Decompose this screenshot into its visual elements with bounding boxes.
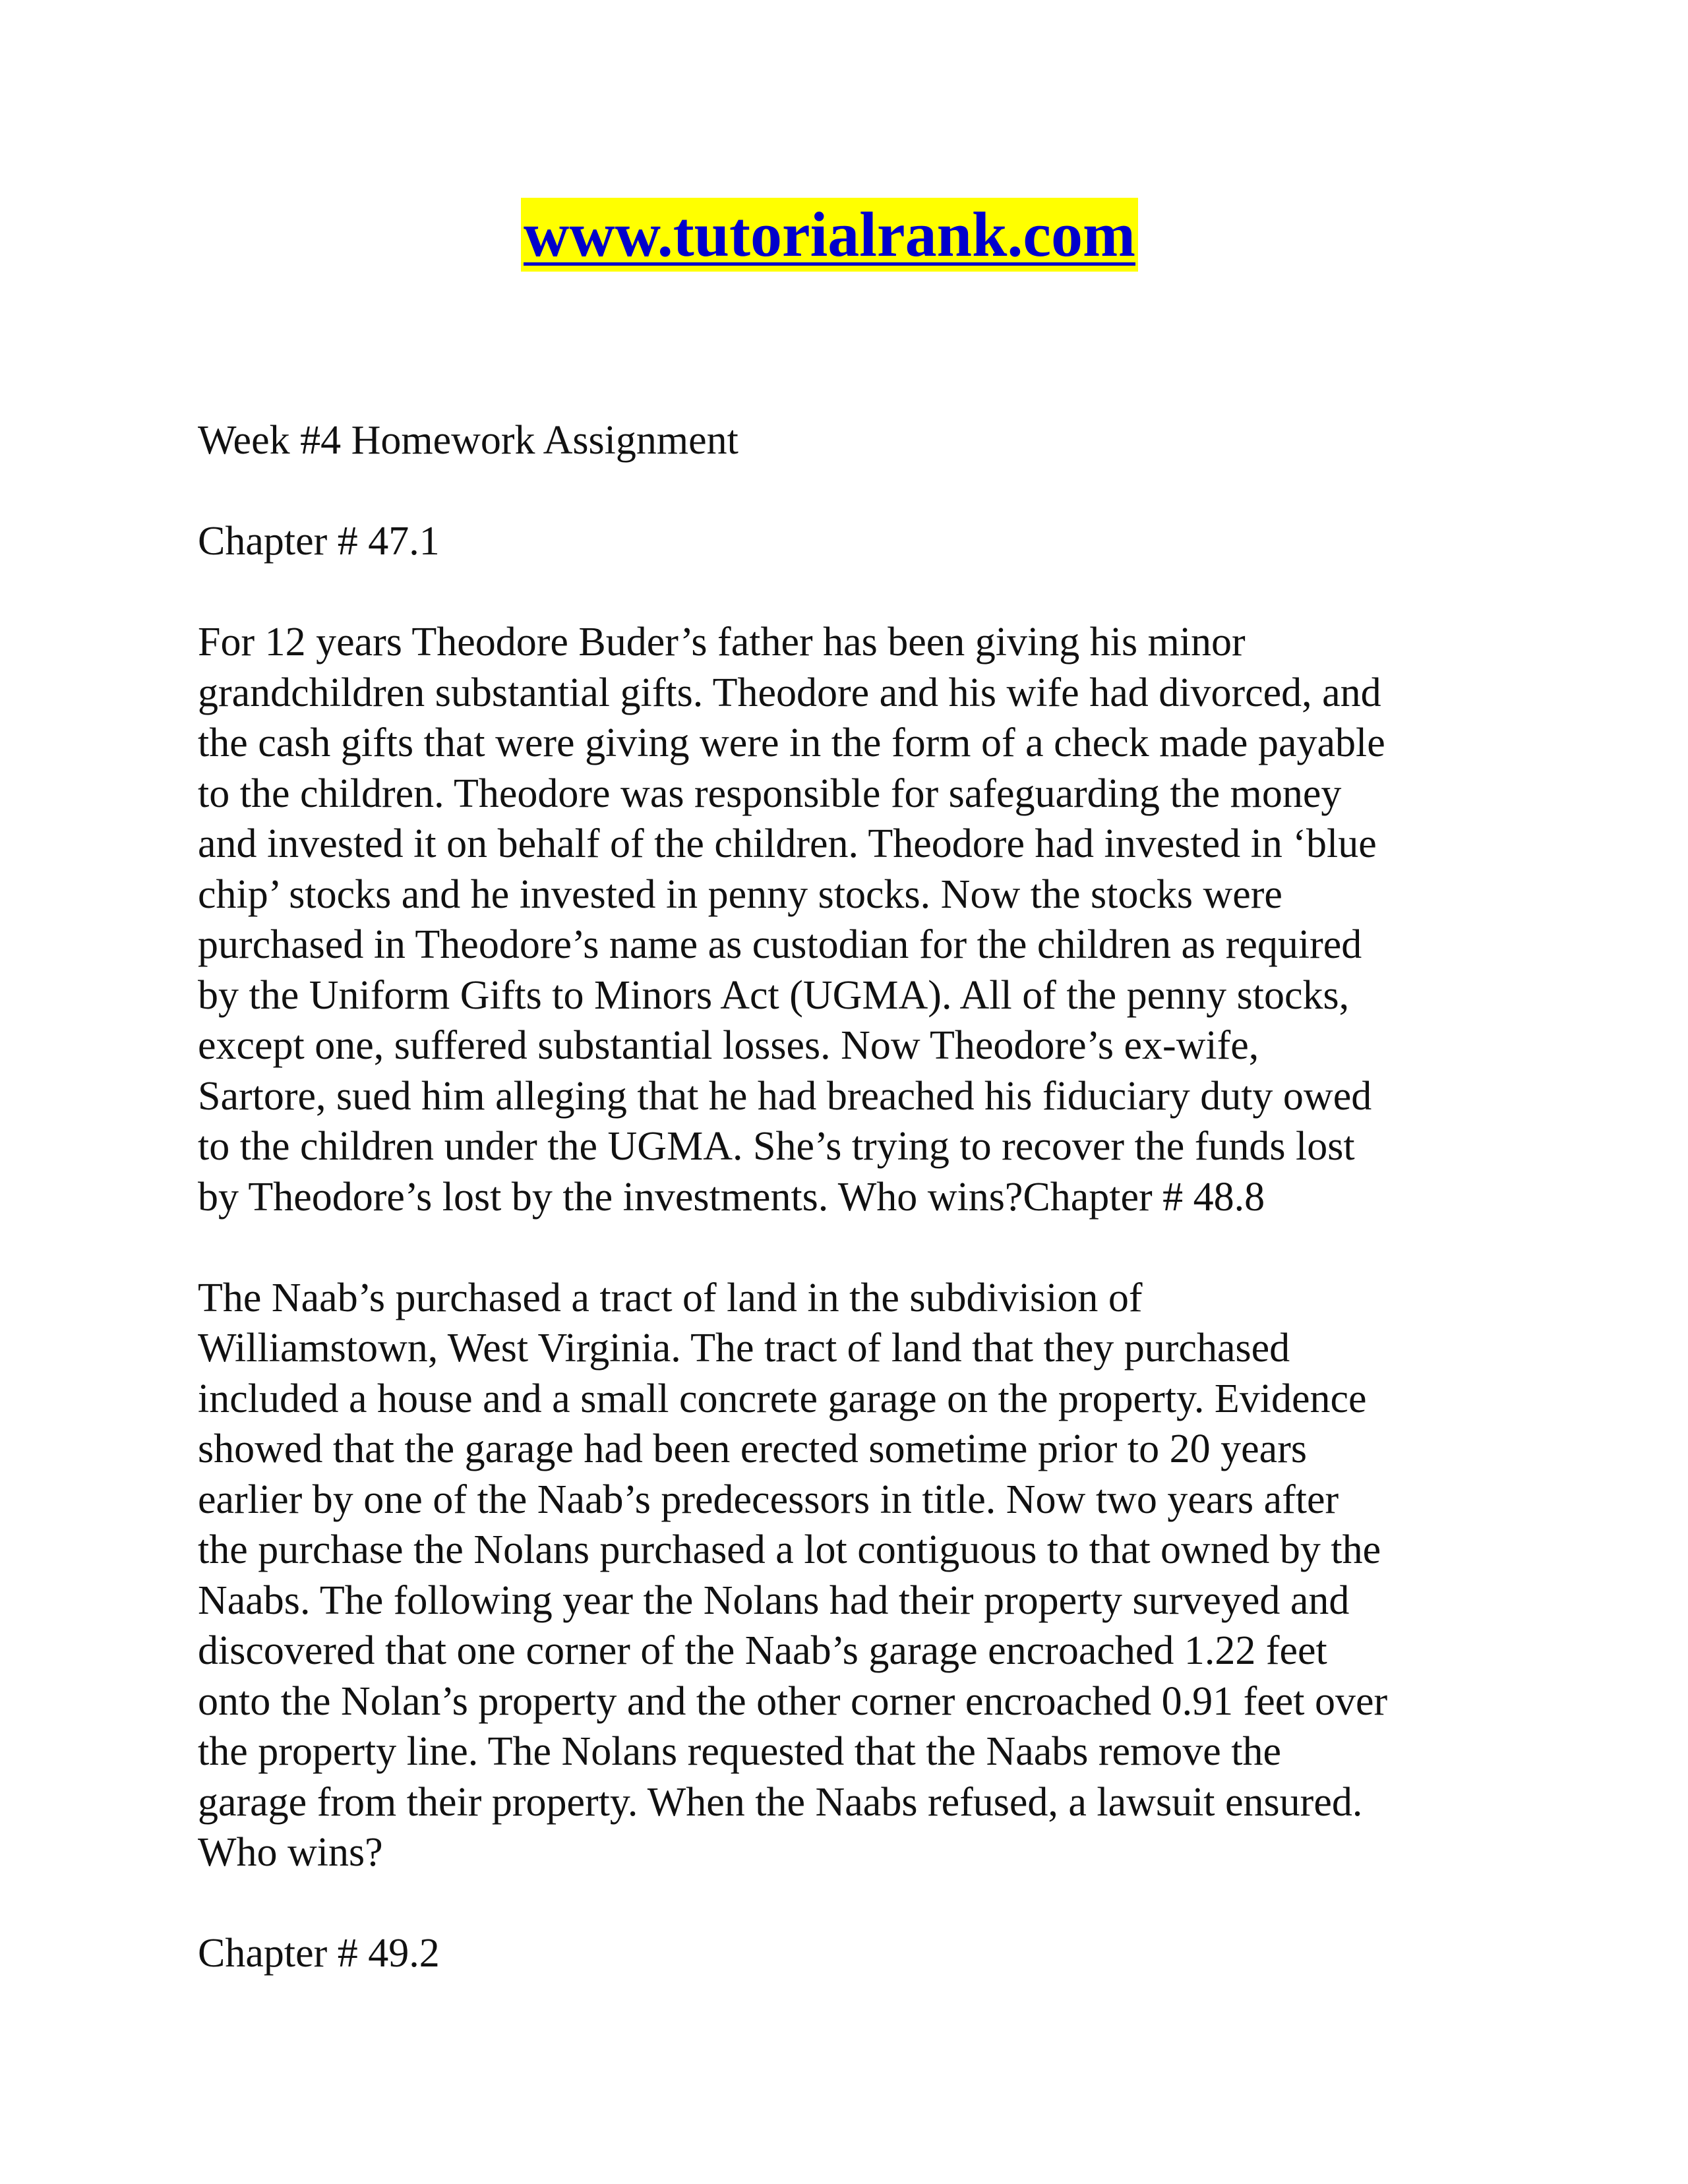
paragraph-line: the cash gifts that were giving were in the form of a check made payable	[198, 721, 1385, 765]
paragraph-line: The Naab’s purchased a tract of land in the subdivision of	[198, 1275, 1143, 1320]
chapter-heading: Chapter # 49.2	[198, 1931, 440, 1976]
paragraph-line: Sartore, sued him alleging that he had breached his fiduciary duty owed	[198, 1073, 1372, 1119]
paragraph-line: included a house and a small concrete garage on the property. Evidence	[198, 1376, 1367, 1421]
spacer	[198, 1222, 1530, 1273]
paragraph-1	[198, 617, 1530, 1222]
spacer	[198, 567, 1530, 618]
paragraph-line: to the children under the UGMA. She’s trying to recover the funds lost	[198, 1124, 1355, 1169]
paragraph-line: grandchildren substantial gifts. Theodore and his wife had divorced, and	[198, 670, 1381, 715]
spacer	[198, 1878, 1530, 1929]
paragraph-line: chip’ stocks and he invested in penny stocks. Now the stocks were	[198, 871, 1282, 917]
paragraph-line: by Theodore’s lost by the investments. Who wins?Chapter # 48.8	[198, 1174, 1265, 1220]
paragraph-line: and invested it on behalf of the children. Theodore had invested in ‘blue	[198, 821, 1377, 866]
paragraph-line: Williamstown, West Virginia. The tract of land that they purchased	[198, 1326, 1290, 1371]
paragraph-line: to the children. Theodore was responsible for safeguarding the money	[198, 771, 1342, 816]
paragraph-line: onto the Nolan’s property and the other corner encroached 0.91 feet over	[198, 1678, 1388, 1724]
paragraph-line: earlier by one of the Naab’s predecessors in title. Now two years after	[198, 1477, 1339, 1522]
paragraph-line: the purchase the Nolans purchased a lot contiguous to that owned by the	[198, 1527, 1381, 1572]
paragraph-line: Naabs. The following year the Nolans had their property surveyed and	[198, 1578, 1350, 1623]
paragraph-line: the property line. The Nolans requested that the Naabs remove the	[198, 1729, 1282, 1774]
document-body	[198, 415, 1530, 1979]
paragraph-line: garage from their property. When the Naabs refused, a lawsuit ensured.	[198, 1779, 1363, 1825]
paragraph-line: purchased in Theodore’s name as custodian for the children as required	[198, 922, 1362, 967]
assignment-title: Week #4 Homework Assignment	[198, 418, 738, 463]
paragraph-2	[198, 1273, 1530, 1878]
site-link[interactable]: www.tutorialrank.com	[521, 198, 1138, 272]
spacer	[198, 466, 1530, 517]
paragraph-line: except one, suffered substantial losses. Now Theodore’s ex-wife,	[198, 1023, 1259, 1068]
paragraph-line: showed that the garage had been erected sometime prior to 20 years	[198, 1427, 1307, 1471]
paragraph-line: For 12 years Theodore Buder’s father has been giving his minor	[198, 620, 1246, 664]
paragraph-line: Who wins?	[198, 1830, 383, 1875]
paragraph-line: by the Uniform Gifts to Minors Act (UGMA). All of the penny stocks,	[198, 972, 1350, 1018]
chapter-heading: Chapter # 47.1	[198, 519, 440, 564]
paragraph-line: discovered that one corner of the Naab’s garage encroached 1.22 feet	[198, 1628, 1327, 1673]
